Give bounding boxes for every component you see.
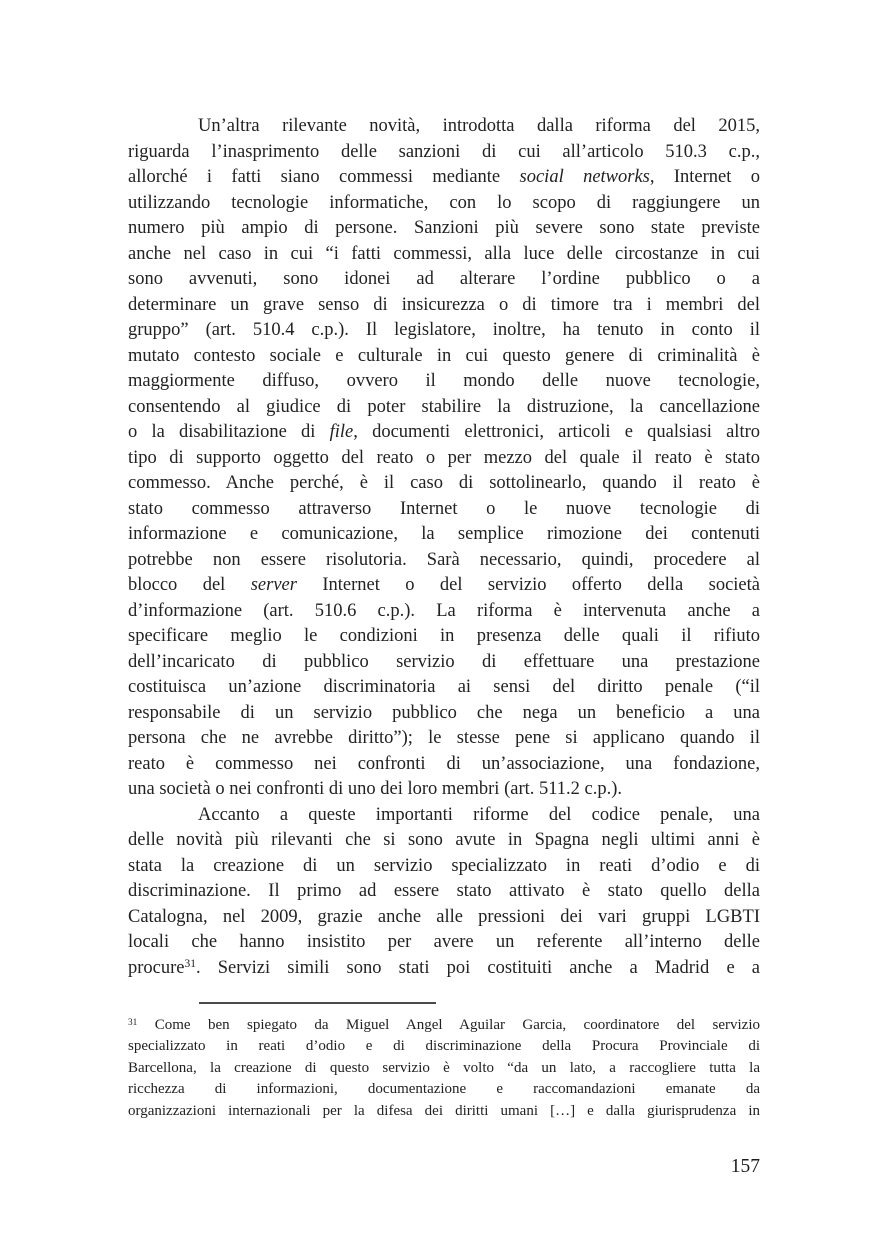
text-segment: utilizzando tecnologie informatiche, con lo scopo di raggiungere un	[128, 192, 760, 213]
text-line	[128, 369, 760, 395]
text-segment: . Servizi simili sono stati poi costituiti anche a Madrid e a	[195, 957, 760, 978]
text-segment: Barcellona, la creazione di questo servizio è volto “da un lato, a raccogliere tutta la	[128, 1059, 760, 1076]
footnote-reference: 31	[184, 958, 196, 971]
footnote-reference: 31	[128, 1017, 138, 1028]
text-line	[128, 905, 760, 931]
text-segment: Internet o del servizio offerto della società	[296, 575, 760, 595]
text-line	[128, 675, 760, 701]
text-segment: consentendo al giudice di poter stabilire la distruzione, la cancellazione	[128, 396, 760, 417]
text-line	[128, 650, 760, 676]
text-segment: maggiormente diffuso, ovvero il mondo delle nuove tecnologie,	[128, 371, 760, 391]
text-segment: locali che hanno insistito per avere un referente all’interno delle	[128, 932, 760, 952]
text-segment: organizzazioni internazionali per la difesa dei diritti umani […] e dalla giurisprudenza in	[128, 1102, 760, 1119]
page-number: 157	[730, 1156, 760, 1177]
text-line	[128, 701, 760, 727]
text-line	[128, 624, 760, 650]
text-line	[128, 777, 760, 803]
text-line	[128, 497, 760, 523]
text-line	[128, 344, 760, 370]
text-line	[128, 930, 760, 956]
text-line	[128, 548, 760, 574]
text-segment: Un’altra rilevante novità, introdotta dalla riforma del 2015,	[198, 116, 760, 136]
text-line	[128, 573, 760, 599]
text-segment: delle novità più rilevanti che si sono avute in Spagna negli ultimi anni è	[128, 830, 760, 850]
text-line	[128, 318, 760, 344]
text-segment: allorché i fatti siano commessi mediante	[128, 167, 520, 187]
text-segment: anche nel caso in cui “i fatti commessi, alla luce delle circostanze in cui	[128, 243, 760, 264]
text-line	[128, 165, 760, 191]
text-line	[128, 854, 760, 880]
text-segment: blocco del	[128, 575, 251, 595]
paragraph-reform-2015	[128, 114, 760, 803]
text-segment: d’informazione (art. 510.6 c.p.). La riforma è intervenuta anche a	[128, 600, 760, 621]
text-line	[128, 726, 760, 752]
text-segment: tipo di supporto oggetto del reato o per mezzo del quale il reato è stato	[128, 447, 760, 468]
text-line	[128, 599, 760, 625]
text-line	[128, 420, 760, 446]
text-line	[128, 114, 760, 140]
footnote-separator	[199, 1002, 436, 1004]
text-line	[128, 267, 760, 293]
text-line	[128, 242, 760, 268]
text-segment: costituisca un’azione discriminatoria ai sensi del diritto penale (“il	[128, 677, 760, 697]
text-line	[128, 140, 760, 166]
text-segment: reato è commesso nei confronti di un’associazione, una fondazione,	[128, 753, 760, 774]
text-line	[128, 1015, 760, 1036]
text-line	[128, 293, 760, 319]
text-segment: , documenti elettronici, articoli e qualsiasi altro	[353, 422, 760, 442]
text-segment: mutato contesto sociale e culturale in cui questo genere di criminalità è	[128, 345, 760, 366]
text-segment: Accanto a queste importanti riforme del codice penale, una	[198, 804, 760, 825]
text-segment: stata la creazione di un servizio specializzato in reati d’odio e di	[128, 855, 760, 876]
text-line	[128, 471, 760, 497]
text-segment: dell’incaricato di pubblico servizio di effettuare una prestazione	[128, 651, 760, 672]
text-segment: social networks	[519, 167, 650, 187]
text-segment: riguarda l’inasprimento delle sanzioni di cui all’articolo 510.3 c.p.,	[128, 141, 760, 162]
text-line	[128, 216, 760, 242]
text-segment: responsabile di un servizio pubblico che nega un beneficio a una	[128, 702, 760, 723]
text-line	[128, 446, 760, 472]
text-line	[128, 956, 760, 982]
text-line	[128, 1079, 760, 1100]
paragraph-hate-crime-service	[128, 803, 760, 982]
text-segment: numero più ampio di persone. Sanzioni più severe sono state previste	[128, 218, 760, 238]
text-segment: informazione e comunicazione, la semplice rimozione dei contenuti	[128, 524, 760, 544]
text-segment: o la disabilitazione di	[128, 422, 330, 442]
text-line	[128, 522, 760, 548]
text-segment: specializzato in reati d’odio e di discriminazione della Procura Provinciale di	[128, 1038, 760, 1055]
text-line	[128, 879, 760, 905]
text-line	[128, 803, 760, 829]
text-segment: Catalogna, nel 2009, grazie anche alle pressioni dei vari gruppi LGBTI	[128, 906, 760, 927]
text-line	[128, 395, 760, 421]
text-line	[128, 1101, 760, 1122]
text-segment: , Internet o	[649, 167, 760, 187]
text-segment: persona che ne avrebbe diritto”); le stesse pene si applicano quando il	[128, 728, 760, 748]
text-segment: file	[329, 422, 354, 442]
text-line	[128, 752, 760, 778]
text-column	[128, 114, 760, 1122]
text-segment: determinare un grave senso di insicurezza o di timore tra i membri del	[128, 294, 760, 315]
text-line	[128, 828, 760, 854]
text-segment: specificare meglio le condizioni in presenza delle quali il rifiuto	[128, 626, 760, 646]
text-segment: discriminazione. Il primo ad essere stato attivato è stato quello della	[128, 881, 760, 901]
text-segment: Come ben spiegato da Miguel Angel Aguilar Garcia, coordinatore del servizio	[137, 1017, 760, 1033]
text-segment: ricchezza di informazioni, documentazione e raccomandazioni emanate da	[128, 1081, 760, 1098]
text-segment: commesso. Anche perché, è il caso di sottolinearlo, quando il reato è	[128, 473, 760, 493]
text-line	[128, 1058, 760, 1079]
text-segment: gruppo” (art. 510.4 c.p.). Il legislatore, inoltre, ha tenuto in conto il	[128, 320, 760, 340]
text-segment: una società o nei confronti di uno dei loro membri (art. 511.2 c.p.).	[128, 779, 623, 799]
text-segment: server	[250, 575, 297, 595]
text-segment: sono avvenuti, sono idonei ad alterare l’ordine pubblico o a	[128, 269, 760, 289]
footnote-31	[128, 1015, 760, 1122]
text-line	[128, 191, 760, 217]
text-segment: stato commesso attraverso Internet o le nuove tecnologie di	[128, 498, 760, 519]
text-segment: procure	[128, 957, 185, 978]
text-segment: potrebbe non essere risolutoria. Sarà necessario, quindi, procedere al	[128, 549, 760, 570]
text-line	[128, 1036, 760, 1057]
